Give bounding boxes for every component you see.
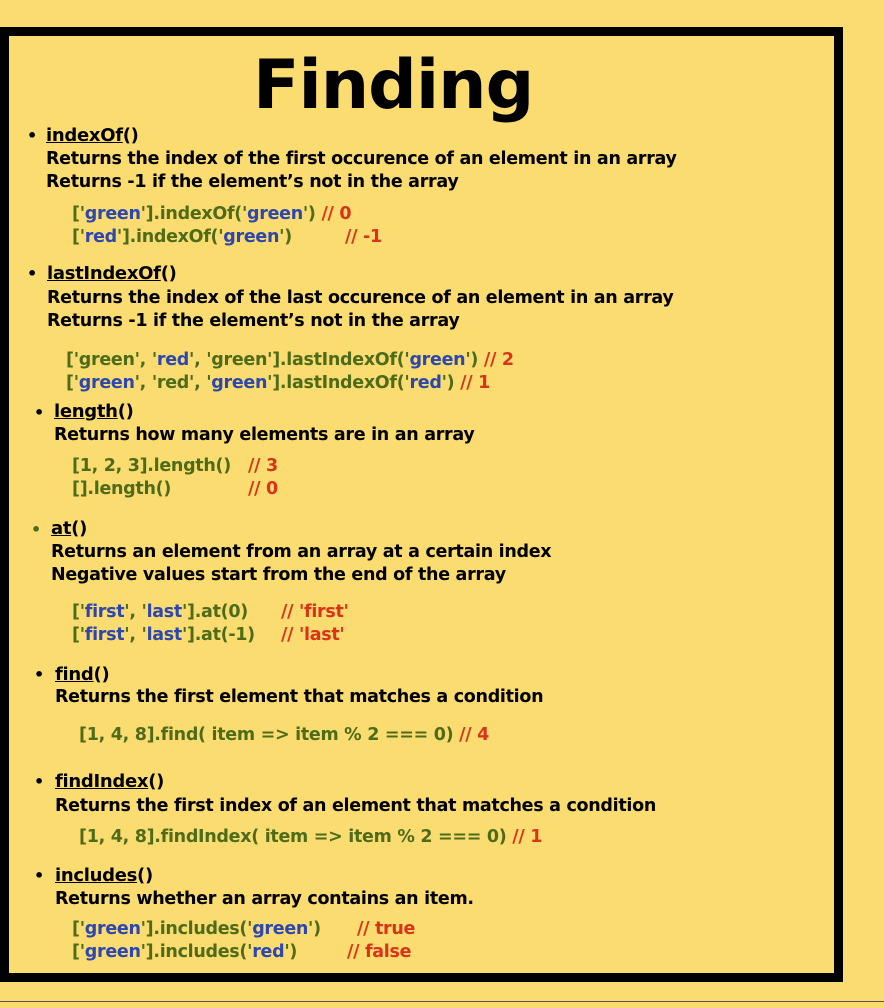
method-name-findindex: findIndex() [55, 771, 165, 792]
description-line: Returns -1 if the element’s not in the array [47, 311, 460, 331]
code-comment: // false [347, 942, 412, 962]
code-example: ['red'].indexOf('green') [72, 227, 292, 247]
method-name-length: length() [54, 401, 134, 422]
bullet-icon: • [34, 403, 45, 422]
code-example: [1, 4, 8].find( item => item % 2 === 0) // 4 [79, 725, 489, 745]
bullet-icon: • [31, 520, 42, 539]
bullet-icon: • [34, 772, 45, 791]
method-name-at: at() [51, 518, 88, 539]
bullet-icon: • [27, 126, 38, 145]
code-comment: // -1 [345, 227, 382, 247]
code-comment: // true [357, 919, 416, 939]
bullet-icon: • [34, 665, 45, 684]
code-example: [1, 4, 8].findIndex( item => item % 2 === 0) // 1 [79, 827, 543, 847]
description-line: Returns an element from an array at a certain index [51, 542, 552, 562]
method-name-lastindexof: lastIndexOf() [47, 263, 177, 284]
description-line: Returns whether an array contains an item. [55, 889, 474, 909]
code-comment: // 'last' [281, 625, 345, 645]
code-comment: // 4 [459, 725, 489, 745]
code-example: [].length() [72, 479, 172, 499]
description-line: Returns the index of the first occurence of an element in an array [46, 149, 677, 169]
code-example: ['green'].includes('red') [72, 942, 298, 962]
code-example: ['green', 'red', 'green'].lastIndexOf('green') // 2 [66, 350, 514, 370]
code-comment: // 0 [321, 204, 352, 224]
description-line: Returns how many elements are in an array [54, 425, 475, 445]
method-name-indexof: indexOf() [46, 125, 139, 146]
code-comment: // 1 [512, 827, 543, 847]
code-comment: // 3 [248, 456, 278, 476]
description-line: Returns -1 if the element’s not in the array [46, 172, 459, 192]
code-comment: // 1 [460, 373, 491, 393]
description-line: Returns the index of the last occurence of an element in an array [47, 288, 674, 308]
bottom-divider [0, 1001, 884, 1002]
code-comment: // 2 [483, 350, 514, 370]
code-example: ['green'].includes('green') [72, 919, 321, 939]
description-line: Returns the first index of an element that matches a condition [55, 796, 656, 816]
code-comment: // 0 [248, 479, 278, 499]
code-comment: // 'first' [281, 602, 349, 622]
page-title: Finding [253, 46, 534, 125]
bullet-icon: • [34, 866, 45, 885]
code-example: [1, 2, 3].length() [72, 456, 231, 476]
method-name-includes: includes() [55, 865, 153, 886]
description-line: Returns the first element that matches a condition [55, 687, 544, 707]
code-example: ['green', 'red', 'green'].lastIndexOf('red') // 1 [66, 373, 491, 393]
method-name-find: find() [55, 664, 110, 685]
code-example: ['first', 'last'].at(-1) [72, 625, 255, 645]
code-example: ['first', 'last'].at(0) [72, 602, 248, 622]
code-example: ['green'].indexOf('green') // 0 [72, 204, 352, 224]
bullet-icon: • [27, 264, 38, 283]
description-line: Negative values start from the end of the array [51, 565, 506, 585]
